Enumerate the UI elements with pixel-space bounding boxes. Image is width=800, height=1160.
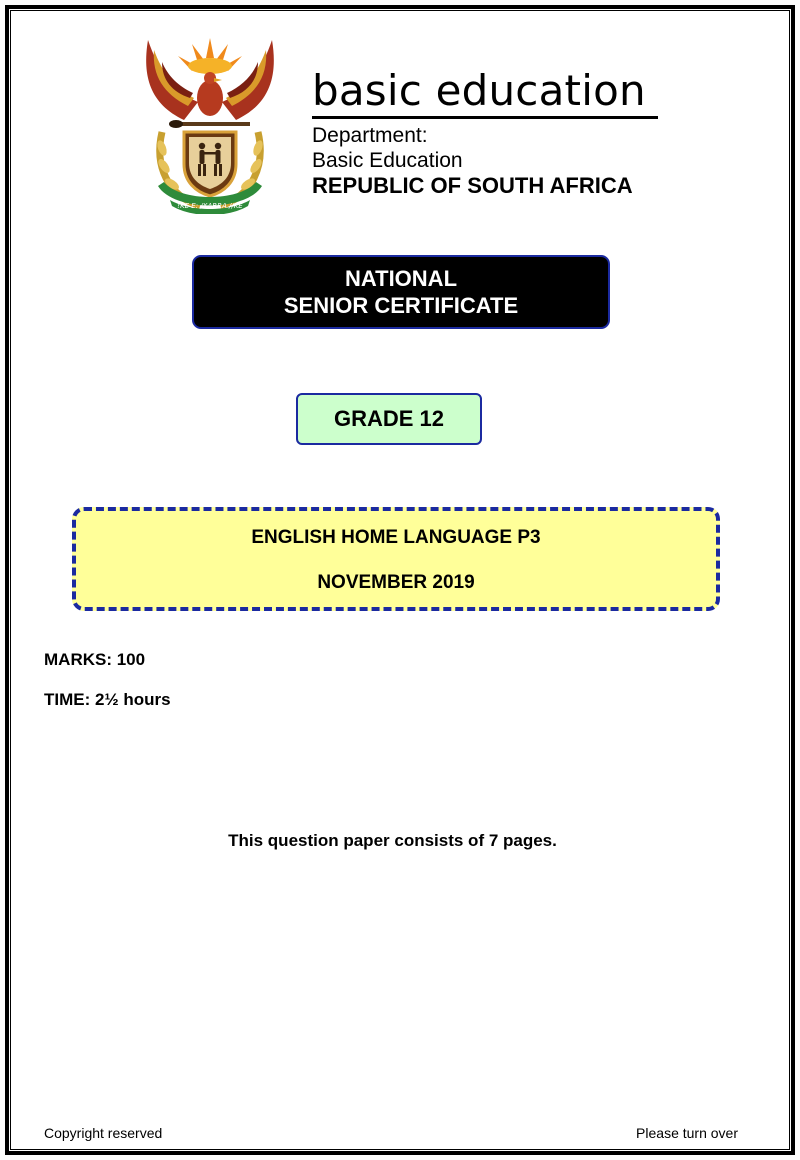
grade-label: GRADE 12	[333, 406, 445, 431]
coat-motto: !KE E: /XARRA //KE	[177, 202, 243, 210]
exam-session: NOVEMBER 2019	[317, 572, 475, 593]
grade-badge	[296, 393, 482, 445]
brand-underline	[312, 116, 658, 119]
coat-of-arms-icon	[140, 36, 280, 214]
subject-panel	[72, 507, 720, 611]
certificate-line-2: SENIOR CERTIFICATE	[283, 293, 519, 318]
certificate-line-1: NATIONAL	[344, 266, 458, 291]
department-name: Basic Education	[312, 149, 463, 172]
department-label: Department:	[312, 124, 428, 147]
page-count-note: This question paper consists of 7 pages.	[228, 831, 557, 850]
marks-info: MARKS: 100	[44, 650, 146, 669]
subject-title: ENGLISH HOME LANGUAGE P3	[251, 527, 541, 548]
brand-title: basic education	[312, 66, 646, 115]
certificate-banner	[192, 255, 610, 329]
footer-copyright: Copyright reserved	[44, 1125, 163, 1141]
time-info: TIME: 2½ hours	[44, 690, 171, 709]
footer-turn-over: Please turn over	[636, 1125, 738, 1141]
country-name: REPUBLIC OF SOUTH AFRICA	[312, 173, 633, 198]
